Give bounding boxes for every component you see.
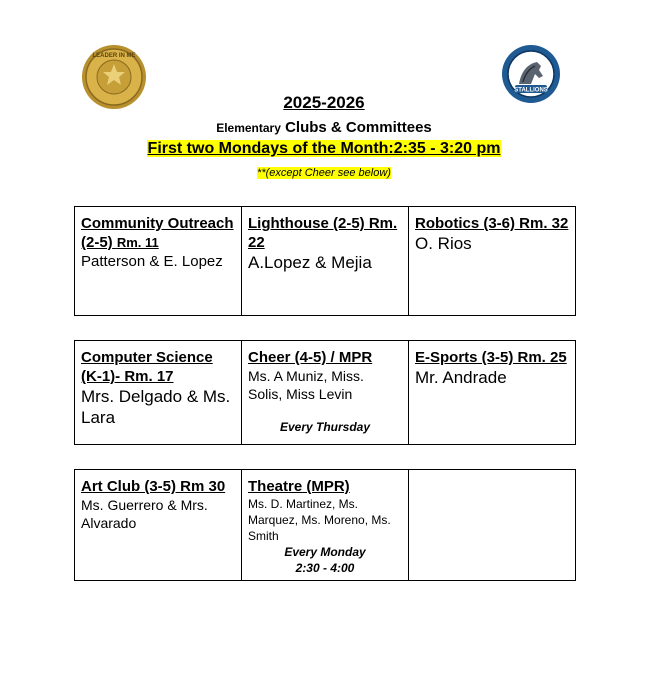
club-name: Art Club (3-5) Rm 30 <box>81 478 226 495</box>
club-cell <box>242 470 409 581</box>
empty-cell <box>409 470 576 581</box>
clubs-table-row-1 <box>74 206 576 316</box>
leader-in-me-seal-text: LEADER IN ME <box>92 53 136 59</box>
clubs-table-row-2 <box>74 340 576 445</box>
club-leaders: A.Lopez & Mejia <box>248 253 372 272</box>
club-leaders: Ms. D. Martinez, Ms. Marquez, Ms. Moreno, Ms. Smith <box>248 497 391 543</box>
club-cell <box>75 470 242 581</box>
title-main: Clubs & Committees <box>285 119 432 136</box>
club-cell <box>409 341 576 445</box>
title-prefix: Elementary <box>216 121 281 135</box>
meeting-schedule-text: First two Mondays of the Month:2:35 - 3:20 pm <box>147 140 501 157</box>
stallions-logo-text: STALLIONS <box>514 87 548 94</box>
club-cell <box>242 341 409 445</box>
club-cell <box>75 207 242 316</box>
club-name: Theatre (MPR) <box>248 478 350 495</box>
club-name <box>81 214 235 252</box>
meeting-schedule <box>0 140 648 158</box>
club-leaders: Mrs. Delgado & Ms. Lara <box>81 387 231 427</box>
club-name: Computer Science (K-1)- Rm. 17 <box>81 349 213 385</box>
club-leaders: Patterson & E. Lopez <box>81 253 223 270</box>
club-name: Cheer (4-5) / MPR <box>248 349 373 366</box>
club-cell <box>75 341 242 445</box>
club-leaders: Mr. Andrade <box>415 368 507 387</box>
club-name-text: Community Outreach (2-5) <box>81 215 234 251</box>
club-name: Robotics (3-6) Rm. 32 <box>415 215 569 232</box>
club-leaders: Ms. Guerrero & Mrs. Alvarado <box>81 497 208 531</box>
club-name: Lighthouse (2-5) Rm. 22 <box>248 215 398 251</box>
club-leaders: O. Rios <box>415 234 472 253</box>
club-name: E-Sports (3-5) Rm. 25 <box>415 349 567 366</box>
club-schedule: Every Thursday <box>279 420 371 434</box>
club-schedule: Every Monday <box>284 545 366 559</box>
club-leaders: Ms. A Muniz, Miss. Solis, Miss Levin <box>248 368 364 402</box>
club-time: 2:30 - 4:00 <box>295 561 355 575</box>
schedule-note-text: **(except Cheer see below) <box>257 167 391 179</box>
page-title <box>0 119 648 136</box>
club-room: Rm. 11 <box>116 235 159 250</box>
schedule-note <box>0 163 648 181</box>
school-year-heading: 2025-2026 <box>283 93 365 112</box>
club-cell <box>242 207 409 316</box>
clubs-table-row-3 <box>74 469 576 581</box>
club-cell <box>409 207 576 316</box>
